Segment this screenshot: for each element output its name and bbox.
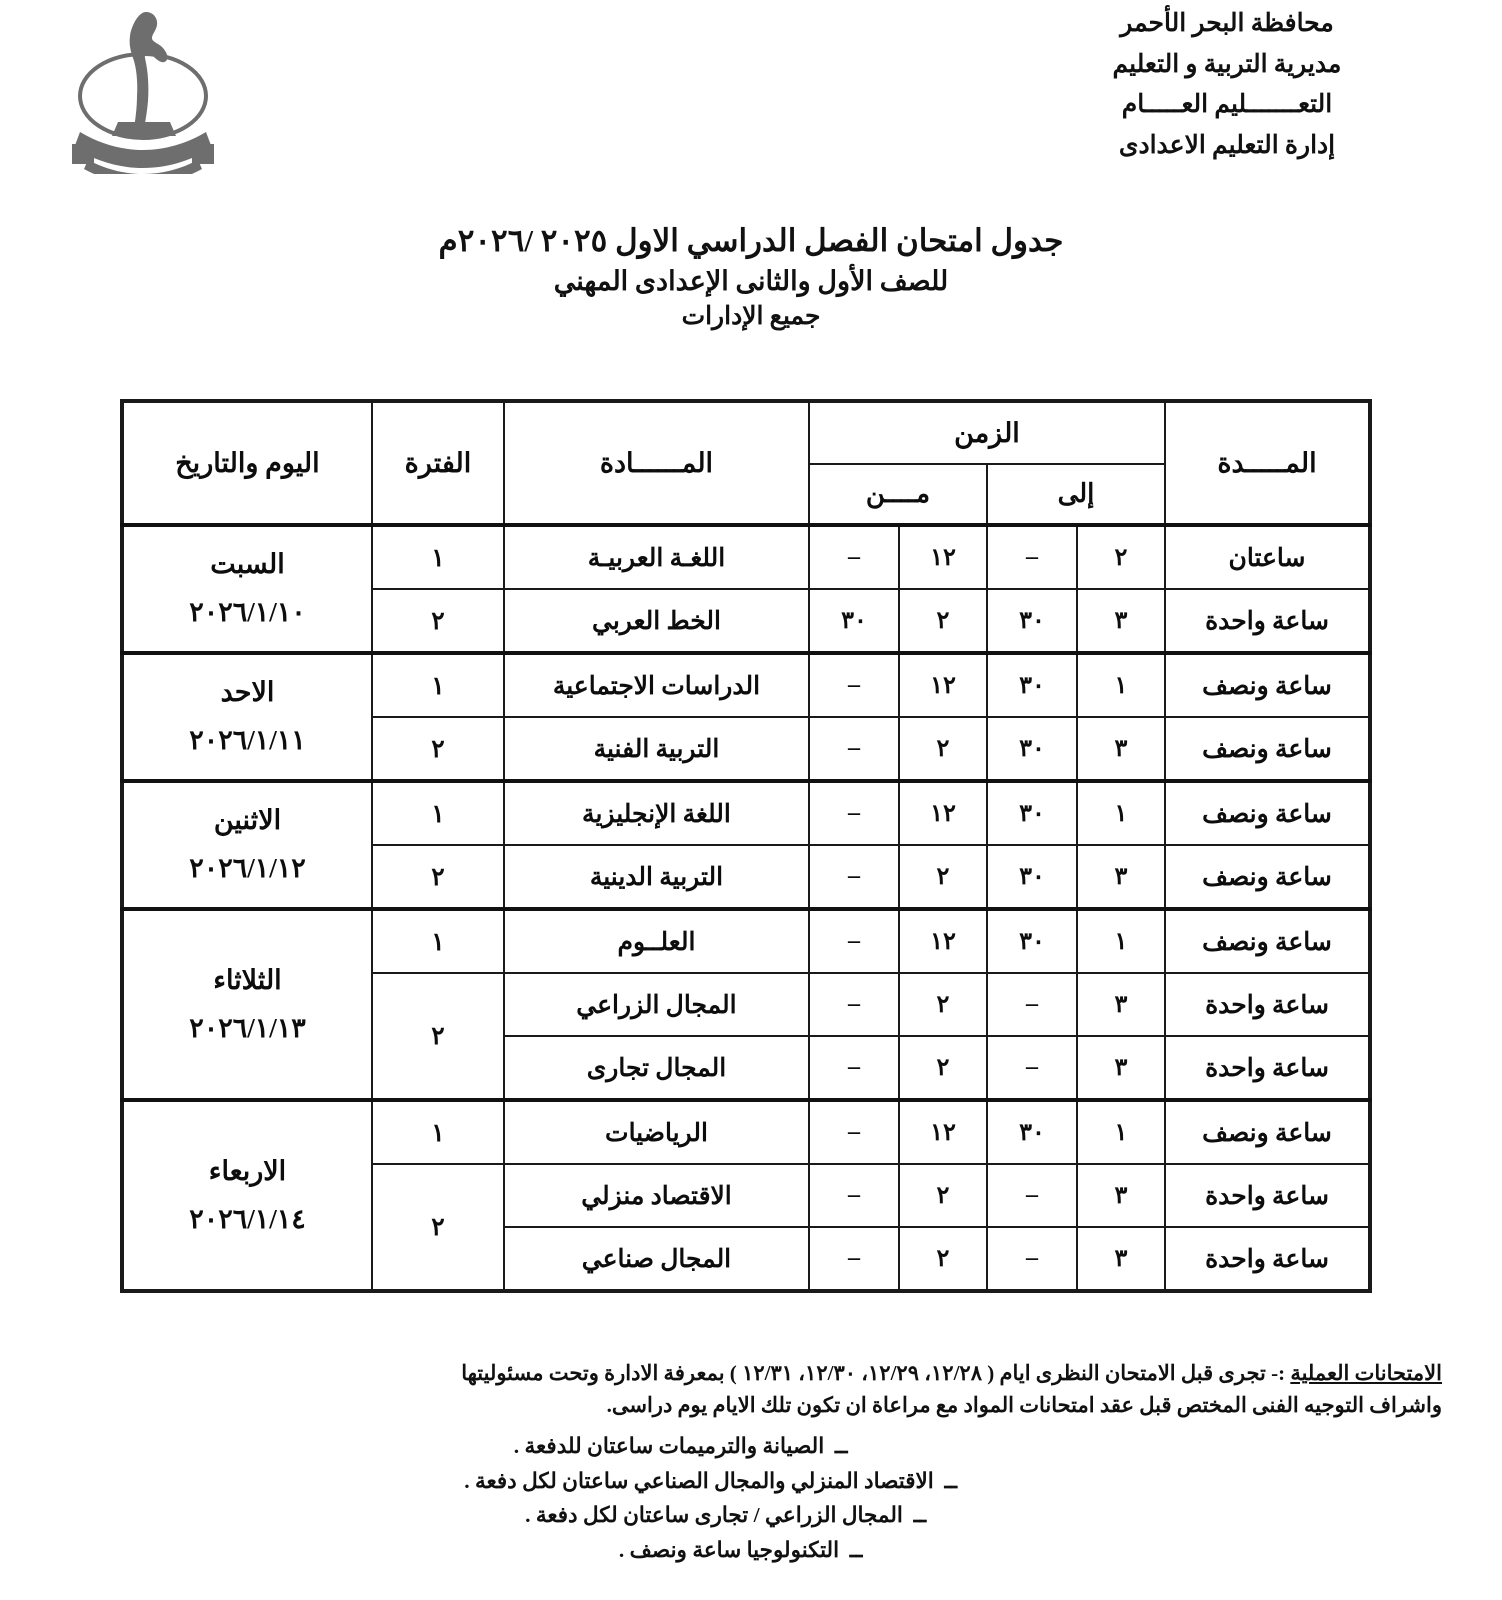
cell-from-minute: –: [809, 1164, 899, 1227]
practical-exams-note-line2: [50, 1390, 1442, 1422]
col-header-duration: المـــــدة: [1165, 401, 1370, 525]
day-name: السبت: [210, 549, 285, 580]
day-date-lines: [124, 544, 371, 634]
dash-bullet-icon: ــ: [834, 1433, 848, 1458]
day-date: ٢٠٢٦/١/١٠: [189, 597, 306, 627]
cell-subject: الاقتصاد منزلي: [504, 1164, 809, 1227]
day-date: ٢٠٢٦/١/١٤: [189, 1203, 306, 1234]
day-date-lines: [124, 800, 371, 890]
cell-to-minute: ٣٠: [987, 589, 1077, 653]
cell-from-minute: –: [809, 1036, 899, 1100]
practical-exams-label: الامتحانات العملية: [1290, 1361, 1442, 1385]
table-body: [122, 525, 1370, 1291]
cell-from-minute: –: [809, 717, 899, 781]
cell-duration: ساعتان: [1165, 525, 1370, 589]
day-date-lines: [124, 672, 371, 762]
practical-exams-note: [50, 1358, 1442, 1390]
cell-subject: الرياضيات: [504, 1100, 809, 1164]
col-header-time-from: مــــن: [809, 464, 987, 525]
bullet-note: [50, 1464, 1382, 1499]
bullet-note-text: الصيانة والترميمات ساعتان للدفعة .: [513, 1433, 825, 1458]
col-header-day-date: اليوم والتاريخ: [122, 401, 372, 525]
cell-to-minute: –: [987, 973, 1077, 1036]
bullet-note-text: التكنولوجيا ساعة ونصف .: [618, 1538, 840, 1563]
cell-day-date: [122, 781, 372, 909]
page-scope: جميع الإدارات: [681, 302, 821, 330]
cell-subject: التربية الفنية: [504, 717, 809, 781]
header-line-preparatory-admin: إدارة التعليم الاعدادى: [1118, 131, 1336, 159]
bullet-note-text: الاقتصاد المنزلي والمجال الصناعي ساعتان لكل دفعة .: [464, 1468, 934, 1493]
cell-duration: ساعة واحدة: [1165, 589, 1370, 653]
cell-duration: ساعة ونصف: [1165, 909, 1370, 973]
bullet-note: [50, 1533, 1442, 1568]
footnotes: [50, 1358, 1442, 1568]
day-name: الاربعاء: [208, 1155, 287, 1186]
cell-to-minute: ٣٠: [987, 1100, 1077, 1164]
dash-bullet-icon: ــ: [913, 1503, 927, 1528]
cell-to-minute: –: [987, 1227, 1077, 1291]
cell-from-minute: –: [809, 1100, 899, 1164]
cell-period: ٢: [372, 973, 504, 1100]
cell-from-hour: ٢: [899, 1164, 987, 1227]
cell-to-hour: ١: [1077, 909, 1165, 973]
cell-from-hour: ١٢: [899, 909, 987, 973]
cell-to-hour: ٣: [1077, 845, 1165, 909]
cell-period: ١: [372, 1100, 504, 1164]
page-title: جدول امتحان الفصل الدراسي الاول ٢٠٢٥ /٢٠٢٦م: [438, 223, 1064, 258]
cell-duration: ساعة واحدة: [1165, 1164, 1370, 1227]
day-name: الاثنين: [213, 805, 282, 836]
schedule-table-wrapper: [132, 399, 1372, 1293]
practical-exams-text-2: واشراف التوجيه الفنى المختص قبل عقد امتحانات المواد مع مراعاة ان تكون تلك الايام يوم دراسى.: [606, 1392, 1442, 1417]
cell-from-hour: ١٢: [899, 1100, 987, 1164]
day-name: الاحد: [220, 677, 275, 708]
header-authority-lines: [992, 4, 1462, 166]
day-date-lines: [124, 960, 371, 1050]
cell-from-minute: –: [809, 653, 899, 717]
cell-to-hour: ٣: [1077, 1164, 1165, 1227]
cell-subject: الخط العربي: [504, 589, 809, 653]
dash-bullet-icon: ــ: [849, 1538, 863, 1563]
table-head: [122, 401, 1370, 525]
cell-from-minute: –: [809, 525, 899, 589]
bullet-note: [50, 1429, 1322, 1464]
cell-to-hour: ٣: [1077, 717, 1165, 781]
document-header: [0, 0, 1502, 190]
cell-from-minute: –: [809, 973, 899, 1036]
cell-from-hour: ٢: [899, 717, 987, 781]
cell-from-hour: ١٢: [899, 525, 987, 589]
cell-subject: اللغة الإنجليزية: [504, 781, 809, 845]
cell-duration: ساعة ونصف: [1165, 1100, 1370, 1164]
cell-from-minute: –: [809, 1227, 899, 1291]
cell-from-hour: ٢: [899, 1227, 987, 1291]
cell-to-minute: ٣٠: [987, 845, 1077, 909]
cell-to-hour: ٢: [1077, 525, 1165, 589]
cell-to-minute: ٣٠: [987, 653, 1077, 717]
bullet-note-text: المجال الزراعي / تجارى ساعتان لكل دفعة .: [525, 1503, 903, 1528]
header-line-directorate: مديرية التربية و التعليم: [1112, 50, 1342, 78]
cell-period: ٢: [372, 1164, 504, 1291]
cell-to-minute: –: [987, 525, 1077, 589]
col-header-time: الزمن: [809, 401, 1165, 464]
statue-emblem-logo: [58, 4, 228, 174]
cell-subject: المجال صناعي: [504, 1227, 809, 1291]
cell-subject: المجال الزراعي: [504, 973, 809, 1036]
cell-period: ١: [372, 909, 504, 973]
cell-subject: المجال تجارى: [504, 1036, 809, 1100]
day-date-lines: [124, 1151, 371, 1241]
page-subtitle: للصف الأول والثانى الإعدادى المهني: [553, 265, 949, 296]
cell-subject: الدراسات الاجتماعية: [504, 653, 809, 717]
cell-from-hour: ٢: [899, 589, 987, 653]
exam-schedule-table: [120, 399, 1372, 1293]
day-date: ٢٠٢٦/١/١٣: [189, 1012, 306, 1043]
cell-from-minute: –: [809, 909, 899, 973]
header-line-governorate: محافظة البحر الأحمر: [1120, 10, 1334, 37]
cell-to-hour: ١: [1077, 781, 1165, 845]
cell-day-date: [122, 909, 372, 1100]
cell-day-date: [122, 525, 372, 653]
cell-to-minute: ٣٠: [987, 717, 1077, 781]
col-header-subject: المــــــادة: [504, 401, 809, 525]
cell-period: ١: [372, 525, 504, 589]
cell-period: ٢: [372, 589, 504, 653]
cell-to-minute: ٣٠: [987, 781, 1077, 845]
cell-subject: اللغـة العربيـة: [504, 525, 809, 589]
cell-from-minute: –: [809, 781, 899, 845]
cell-from-hour: ٢: [899, 1036, 987, 1100]
cell-to-hour: ٣: [1077, 589, 1165, 653]
col-header-time-to: إلى: [987, 464, 1165, 525]
cell-period: ١: [372, 653, 504, 717]
cell-duration: ساعة واحدة: [1165, 973, 1370, 1036]
cell-to-hour: ٣: [1077, 1227, 1165, 1291]
cell-to-hour: ١: [1077, 1100, 1165, 1164]
cell-from-minute: –: [809, 845, 899, 909]
table-header-row-1: [122, 401, 1370, 464]
duration-bullet-list: [50, 1429, 1442, 1568]
cell-from-hour: ١٢: [899, 781, 987, 845]
table-row: [122, 653, 1370, 717]
table-row: [122, 909, 1370, 973]
day-date: ٢٠٢٦/١/١١: [189, 725, 306, 755]
cell-from-minute: ٣٠: [809, 589, 899, 653]
day-date: ٢٠٢٦/١/١٢: [189, 853, 306, 883]
col-header-period: الفترة: [372, 401, 504, 525]
cell-duration: ساعة ونصف: [1165, 653, 1370, 717]
cell-duration: ساعة واحدة: [1165, 1227, 1370, 1291]
cell-day-date: [122, 653, 372, 781]
cell-to-hour: ٣: [1077, 1036, 1165, 1100]
table-row: [122, 781, 1370, 845]
cell-subject: التربية الدينية: [504, 845, 809, 909]
cell-from-hour: ٢: [899, 973, 987, 1036]
cell-period: ٢: [372, 717, 504, 781]
cell-day-date: [122, 1100, 372, 1291]
cell-to-hour: ٣: [1077, 973, 1165, 1036]
practical-exams-text-1: :- تجرى قبل الامتحان النظرى ايام ( ١٢/٢٨، ١٢/٢٩، ١٢/٣٠، ١٢/٣١ ) بمعرفة الادارة وتحت مسئوليتها: [461, 1361, 1291, 1385]
cell-period: ٢: [372, 845, 504, 909]
bullet-note: [50, 1498, 1412, 1533]
cell-period: ١: [372, 781, 504, 845]
cell-duration: ساعة ونصف: [1165, 781, 1370, 845]
cell-from-hour: ٢: [899, 845, 987, 909]
cell-duration: ساعة واحدة: [1165, 1036, 1370, 1100]
table-row: [122, 525, 1370, 589]
cell-to-hour: ١: [1077, 653, 1165, 717]
dash-bullet-icon: ــ: [944, 1468, 958, 1493]
cell-to-minute: ٣٠: [987, 909, 1077, 973]
header-line-general-education: التعـــــــليم العـــــام: [1121, 91, 1333, 118]
cell-duration: ساعة ونصف: [1165, 717, 1370, 781]
document-title-block: [0, 222, 1502, 333]
cell-to-minute: –: [987, 1164, 1077, 1227]
cell-subject: العلــوم: [504, 909, 809, 973]
cell-to-minute: –: [987, 1036, 1077, 1100]
day-name: الثلاثاء: [213, 964, 282, 995]
cell-duration: ساعة ونصف: [1165, 845, 1370, 909]
table-row: [122, 1100, 1370, 1164]
cell-from-hour: ١٢: [899, 653, 987, 717]
